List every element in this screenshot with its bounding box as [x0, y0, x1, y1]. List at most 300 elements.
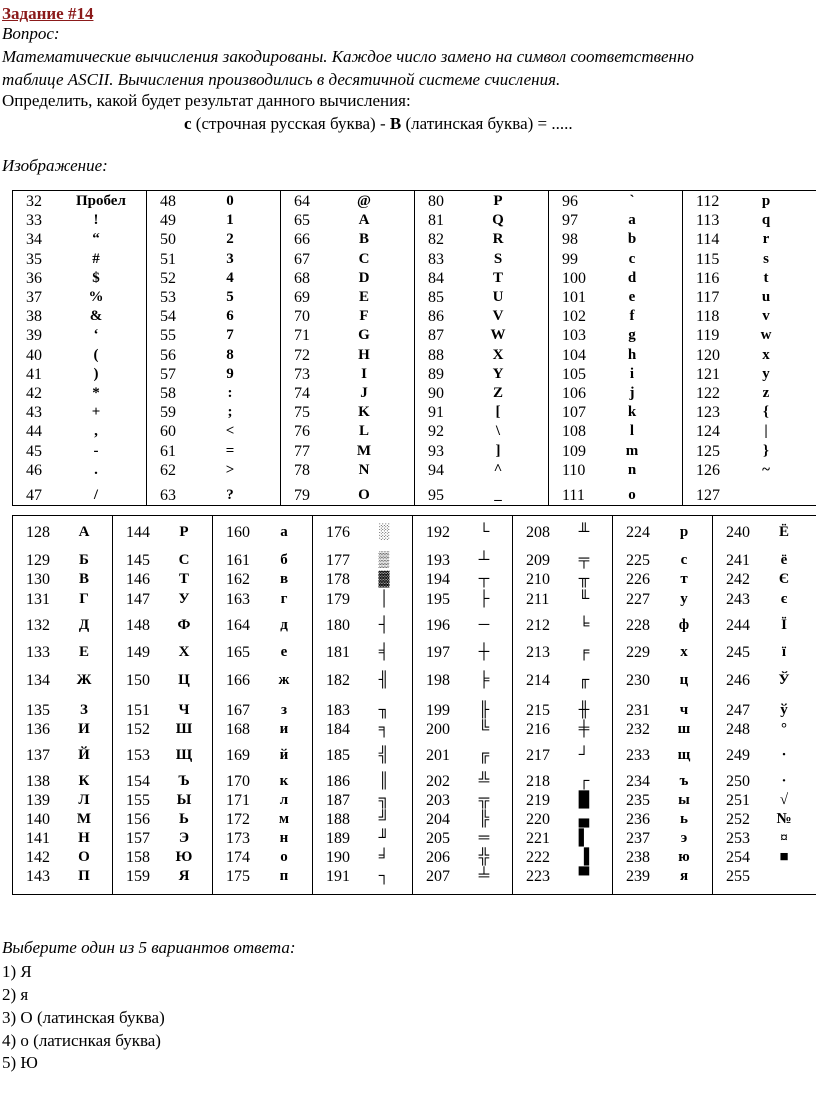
- code-number: 45: [26, 442, 42, 460]
- code-symbol: М: [76, 811, 92, 827]
- code-number: 90: [428, 385, 444, 402]
- code-symbol: ]: [495, 442, 501, 459]
- code-number: 37: [26, 289, 42, 306]
- code-symbol: ^: [493, 461, 503, 478]
- code-number: 228: [626, 617, 650, 634]
- code-number: 93: [428, 442, 444, 460]
- code-number: 66: [294, 231, 310, 249]
- code-number: 249: [726, 747, 750, 764]
- code-number: 85: [428, 289, 444, 306]
- code-number: 146: [126, 571, 150, 588]
- code-symbol: {: [763, 404, 769, 421]
- code-number: 104: [562, 346, 586, 364]
- answer-option-3[interactable]: 3) О (латинская буква): [2, 1008, 165, 1027]
- code-symbol: У: [178, 591, 190, 607]
- code-number: 200: [426, 721, 450, 738]
- code-number: 245: [726, 644, 750, 661]
- code-symbol: 2: [226, 231, 234, 248]
- code-number: 244: [726, 617, 750, 634]
- code-number: 92: [428, 423, 444, 441]
- code-symbol: `: [629, 193, 635, 209]
- code-symbol: ╡: [378, 644, 390, 660]
- code-symbol: /: [93, 487, 99, 503]
- code-number: 51: [160, 250, 176, 268]
- question-text-line3: Определить, какой будет результат данного вычисления:: [2, 91, 411, 110]
- answer-option-4[interactable]: 4) о (латиснкая буква): [2, 1031, 161, 1050]
- code-symbol: Пробел: [76, 193, 126, 209]
- code-symbol: #: [92, 250, 100, 267]
- code-number: 196: [426, 617, 450, 634]
- code-symbol: Є: [778, 571, 790, 587]
- code-symbol: J: [360, 385, 368, 401]
- code-symbol: ╟: [478, 702, 490, 718]
- code-symbol: в: [279, 571, 289, 587]
- code-number: 97: [562, 212, 578, 230]
- code-number: 98: [562, 231, 578, 249]
- code-symbol: ╝: [378, 811, 390, 827]
- code-symbol: ▌: [578, 830, 590, 846]
- code-number: 139: [26, 792, 50, 809]
- code-symbol: *: [92, 385, 100, 401]
- code-number: 211: [526, 591, 550, 608]
- code-symbol: K: [358, 404, 370, 421]
- code-number: 77: [294, 442, 310, 460]
- code-number: 235: [626, 792, 650, 809]
- code-number: 50: [160, 231, 176, 249]
- code-number: 220: [526, 811, 550, 828]
- code-number: 193: [426, 552, 450, 569]
- code-symbol: z: [762, 385, 770, 401]
- code-symbol: Ц: [178, 672, 190, 688]
- code-number: 175: [226, 868, 250, 885]
- code-symbol: S: [493, 250, 503, 267]
- code-symbol: │: [378, 591, 390, 607]
- code-symbol: К: [78, 773, 90, 789]
- code-number: 232: [626, 721, 650, 738]
- code-symbol: ╘: [578, 617, 590, 633]
- code-number: 247: [726, 702, 750, 719]
- code-symbol: ╠: [478, 811, 490, 827]
- code-symbol: 0: [226, 193, 234, 209]
- code-number: 233: [626, 747, 650, 764]
- code-number: 111: [562, 487, 585, 504]
- code-symbol: ∙: [782, 747, 786, 763]
- code-symbol: w: [760, 327, 772, 344]
- code-number: 144: [126, 524, 150, 541]
- code-number: 239: [626, 868, 650, 885]
- code-symbol: п: [279, 868, 289, 884]
- code-symbol: о: [280, 849, 288, 865]
- code-number: 166: [226, 672, 250, 689]
- code-symbol: ;: [227, 404, 233, 421]
- code-number: 38: [26, 308, 42, 326]
- code-number: 71: [294, 327, 310, 345]
- code-number: 174: [226, 849, 250, 866]
- code-number: 170: [226, 773, 250, 790]
- code-number: 213: [526, 644, 550, 661]
- code-number: 206: [426, 849, 450, 866]
- code-symbol: =: [225, 442, 235, 459]
- code-symbol: Т: [178, 571, 189, 587]
- code-symbol: d: [627, 269, 637, 286]
- code-number: 227: [626, 591, 650, 608]
- code-symbol: °: [781, 721, 787, 737]
- code-symbol: Е: [78, 644, 89, 660]
- code-symbol: е: [280, 644, 288, 660]
- code-number: 230: [626, 672, 650, 689]
- code-number: 203: [426, 792, 450, 809]
- code-number: 241: [726, 552, 750, 569]
- code-symbol: c: [628, 250, 636, 267]
- code-symbol: ─: [478, 617, 490, 633]
- code-symbol: ╙: [578, 591, 590, 607]
- code-symbol: 8: [226, 346, 234, 363]
- code-number: 221: [526, 830, 550, 847]
- code-number: 80: [428, 193, 444, 210]
- code-number: 173: [226, 830, 250, 847]
- code-number: 194: [426, 571, 450, 588]
- code-number: 84: [428, 269, 444, 287]
- column-separator: [512, 515, 513, 895]
- code-symbol: A: [358, 212, 370, 229]
- code-symbol: ╤: [578, 552, 590, 568]
- code-symbol: G: [358, 327, 370, 344]
- code-symbol: !: [93, 212, 99, 229]
- code-symbol: Д: [78, 617, 90, 633]
- code-symbol: Ъ: [178, 773, 190, 789]
- code-symbol: (: [93, 346, 99, 363]
- code-symbol: х: [680, 644, 688, 660]
- code-symbol: щ: [677, 747, 691, 763]
- code-symbol: _: [494, 487, 502, 503]
- code-symbol: ┌: [578, 773, 590, 789]
- code-symbol: 7: [226, 327, 234, 344]
- code-number: 42: [26, 385, 42, 402]
- code-number: 169: [226, 747, 250, 764]
- code-symbol: ё: [780, 552, 788, 568]
- code-symbol: ?: [226, 487, 234, 503]
- code-number: 236: [626, 811, 650, 828]
- code-number: 222: [526, 849, 550, 866]
- code-symbol: M: [356, 442, 372, 459]
- code-symbol: Ў: [778, 672, 790, 688]
- code-symbol: ы: [678, 792, 690, 808]
- code-symbol: p: [761, 193, 771, 209]
- code-number: 46: [26, 461, 42, 479]
- code-number: 100: [562, 269, 586, 287]
- code-number: 86: [428, 308, 444, 326]
- code-number: 138: [26, 773, 50, 790]
- code-symbol: Y: [492, 365, 504, 382]
- code-symbol: ї: [781, 644, 787, 660]
- code-number: 62: [160, 461, 176, 479]
- code-number: 140: [26, 811, 50, 828]
- code-number: 192: [426, 524, 450, 541]
- answers-label: Выберите один из 5 вариантов ответа:: [2, 938, 296, 957]
- code-number: 214: [526, 672, 550, 689]
- code-number: 47: [26, 487, 42, 504]
- code-number: 197: [426, 644, 450, 661]
- code-number: 32: [26, 193, 42, 210]
- code-number: 248: [726, 721, 750, 738]
- code-symbol: ├: [478, 591, 490, 607]
- code-number: 53: [160, 289, 176, 306]
- code-symbol: ┤: [378, 617, 390, 633]
- code-symbol: ): [93, 365, 99, 382]
- code-number: 181: [326, 644, 350, 661]
- code-number: 191: [326, 868, 350, 885]
- code-symbol: L: [358, 423, 369, 440]
- code-symbol: r: [762, 231, 770, 248]
- code-symbol: ░: [378, 524, 390, 540]
- code-number: 113: [696, 212, 720, 230]
- code-symbol: C: [358, 250, 370, 267]
- code-number: 155: [126, 792, 150, 809]
- code-number: 110: [562, 461, 586, 479]
- code-number: 132: [26, 617, 50, 634]
- code-symbol: Я: [178, 868, 190, 884]
- code-number: 130: [26, 571, 50, 588]
- code-number: 177: [326, 552, 350, 569]
- code-symbol: Щ: [175, 747, 193, 763]
- column-separator: [112, 515, 113, 895]
- code-number: 135: [26, 702, 50, 719]
- code-symbol: [: [495, 404, 501, 421]
- code-number: 157: [126, 830, 150, 847]
- expr-middle: (строчная русская буква) -: [191, 114, 390, 133]
- code-symbol: з: [280, 702, 288, 718]
- code-symbol: o: [628, 487, 636, 503]
- code-number: 120: [696, 346, 720, 364]
- question-text-line1: Математические вычисления закодированы. Каждое число замено на символ соответственно: [2, 47, 694, 66]
- code-number: 149: [126, 644, 150, 661]
- code-symbol: ┼: [478, 644, 490, 660]
- code-number: 133: [26, 644, 50, 661]
- code-number: 156: [126, 811, 150, 828]
- answer-option-1[interactable]: 1) Я: [2, 962, 32, 981]
- code-symbol: O: [358, 487, 370, 503]
- code-symbol: с: [680, 552, 688, 568]
- code-symbol: Ы: [176, 792, 192, 808]
- code-number: 163: [226, 591, 250, 608]
- code-number: 82: [428, 231, 444, 249]
- code-symbol: н: [279, 830, 289, 846]
- code-number: 73: [294, 365, 310, 383]
- code-symbol: v: [762, 308, 770, 325]
- code-symbol: а: [280, 524, 288, 540]
- code-number: 137: [26, 747, 50, 764]
- code-number: 121: [696, 365, 720, 383]
- code-symbol: ▓: [378, 571, 390, 587]
- code-number: 255: [726, 868, 750, 885]
- code-symbol: б: [280, 552, 288, 568]
- code-number: 152: [126, 721, 150, 738]
- code-symbol: С: [178, 552, 190, 568]
- code-symbol: $: [92, 269, 100, 286]
- code-number: 49: [160, 212, 176, 230]
- code-number: 142: [26, 849, 50, 866]
- code-number: 158: [126, 849, 150, 866]
- code-symbol: ▒: [378, 552, 390, 568]
- code-symbol: X: [492, 346, 504, 363]
- code-number: 56: [160, 346, 176, 364]
- code-number: 238: [626, 849, 650, 866]
- code-symbol: Ї: [781, 617, 787, 633]
- code-number: 116: [696, 269, 720, 287]
- code-number: 172: [226, 811, 250, 828]
- code-symbol: 3: [226, 250, 234, 267]
- code-symbol: и: [279, 721, 289, 737]
- code-number: 75: [294, 404, 310, 422]
- code-symbol: ╣: [378, 747, 390, 763]
- code-symbol: А: [78, 524, 90, 540]
- code-symbol: m: [625, 442, 639, 459]
- code-symbol: №: [776, 811, 792, 827]
- code-number: 112: [696, 193, 720, 210]
- code-symbol: 5: [226, 289, 234, 305]
- code-number: 79: [294, 487, 310, 504]
- code-symbol: √: [779, 792, 789, 808]
- code-number: 94: [428, 461, 444, 479]
- code-symbol: ╩: [478, 773, 490, 789]
- code-number: 57: [160, 365, 176, 383]
- code-symbol: y: [762, 365, 770, 382]
- code-number: 210: [526, 571, 550, 588]
- code-number: 118: [696, 308, 720, 326]
- code-number: 41: [26, 365, 42, 383]
- code-symbol: h: [627, 346, 637, 363]
- code-number: 154: [126, 773, 150, 790]
- code-symbol: ш: [677, 721, 691, 737]
- code-number: 188: [326, 811, 350, 828]
- code-symbol: ╧: [478, 868, 490, 884]
- code-number: 91: [428, 404, 444, 422]
- code-number: 246: [726, 672, 750, 689]
- code-number: 48: [160, 193, 176, 210]
- code-symbol: f: [629, 308, 635, 325]
- code-number: 68: [294, 269, 310, 287]
- code-number: 40: [26, 346, 42, 364]
- code-number: 143: [26, 868, 50, 885]
- code-number: 212: [526, 617, 550, 634]
- code-symbol: Э: [178, 830, 190, 846]
- code-symbol: 9: [226, 365, 234, 382]
- code-symbol: к: [279, 773, 289, 789]
- code-symbol: м: [278, 811, 290, 827]
- code-number: 176: [326, 524, 350, 541]
- code-symbol: д: [280, 617, 288, 633]
- code-symbol: Ф: [177, 617, 191, 633]
- code-number: 165: [226, 644, 250, 661]
- code-symbol: ┐: [378, 868, 390, 884]
- code-number: 34: [26, 231, 42, 249]
- code-number: 216: [526, 721, 550, 738]
- code-number: 35: [26, 250, 42, 268]
- code-number: 101: [562, 289, 586, 306]
- code-number: 81: [428, 212, 444, 230]
- code-number: 126: [696, 461, 720, 479]
- code-symbol: й: [279, 747, 289, 763]
- code-number: 167: [226, 702, 250, 719]
- code-symbol: <: [225, 423, 235, 440]
- code-number: 150: [126, 672, 150, 689]
- code-symbol: ў: [780, 702, 788, 718]
- expression: [184, 114, 573, 134]
- code-number: 99: [562, 250, 578, 268]
- code-number: 147: [126, 591, 150, 608]
- code-symbol: █: [578, 792, 590, 808]
- code-number: 114: [696, 231, 720, 249]
- code-number: 61: [160, 442, 176, 460]
- code-number: 159: [126, 868, 150, 885]
- code-symbol: Н: [78, 830, 90, 846]
- code-symbol: 1: [226, 212, 234, 229]
- code-number: 109: [562, 442, 586, 460]
- code-symbol: ╢: [378, 672, 390, 688]
- code-number: 83: [428, 250, 444, 268]
- code-number: 199: [426, 702, 450, 719]
- code-symbol: @: [357, 193, 371, 209]
- code-symbol: ц: [679, 672, 689, 688]
- code-number: 218: [526, 773, 550, 790]
- code-number: 74: [294, 385, 310, 402]
- code-number: 171: [226, 792, 250, 809]
- code-symbol: П: [78, 868, 90, 884]
- question-text-line2: таблице ASCII. Вычисления производились в десятичной системе счисления.: [2, 70, 561, 89]
- code-number: 179: [326, 591, 350, 608]
- answer-option-2[interactable]: 2) я: [2, 985, 29, 1004]
- code-number: 39: [26, 327, 42, 345]
- column-separator: [146, 190, 147, 506]
- image-label: Изображение:: [2, 156, 108, 175]
- code-number: 107: [562, 404, 586, 422]
- code-number: 102: [562, 308, 586, 326]
- code-number: 229: [626, 644, 650, 661]
- code-number: 162: [226, 571, 250, 588]
- code-symbol: %: [88, 289, 104, 305]
- code-symbol: Ж: [76, 672, 92, 688]
- code-number: 205: [426, 830, 450, 847]
- code-symbol: ╚: [478, 721, 490, 737]
- code-number: 108: [562, 423, 586, 441]
- code-number: 69: [294, 289, 310, 306]
- code-number: 58: [160, 385, 176, 402]
- code-number: 237: [626, 830, 650, 847]
- code-number: 217: [526, 747, 550, 764]
- code-symbol: ┘: [578, 747, 590, 763]
- code-symbol: Б: [79, 552, 89, 568]
- code-symbol: ╦: [478, 792, 490, 808]
- code-symbol: Г: [79, 591, 89, 607]
- code-symbol: є: [780, 591, 788, 607]
- code-symbol: ч: [679, 702, 689, 718]
- code-number: 59: [160, 404, 176, 422]
- code-number: 70: [294, 308, 310, 326]
- code-number: 160: [226, 524, 250, 541]
- code-symbol: T: [492, 269, 503, 286]
- code-number: 215: [526, 702, 550, 719]
- code-symbol: ║: [378, 773, 390, 789]
- answer-option-5[interactable]: 5) Ю: [2, 1053, 38, 1072]
- code-number: 254: [726, 849, 750, 866]
- code-symbol: t: [763, 269, 769, 286]
- code-symbol: E: [358, 289, 369, 305]
- code-symbol: л: [279, 792, 289, 808]
- code-symbol: V: [492, 308, 504, 325]
- code-number: 141: [26, 830, 50, 847]
- code-number: 252: [726, 811, 750, 828]
- code-number: 105: [562, 365, 586, 383]
